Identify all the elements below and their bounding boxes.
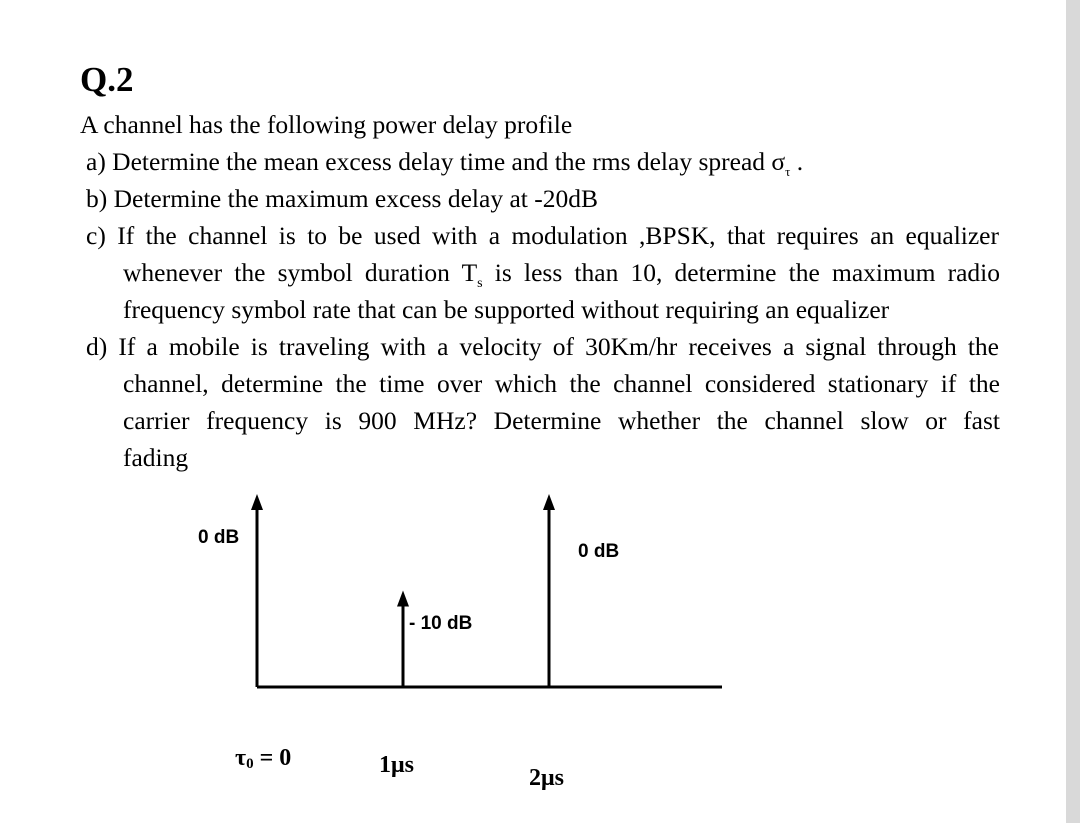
tick-label-1: 1μs [379,752,414,778]
part-c-subscript: s [477,276,483,292]
part-a-text: a) Determine the mean excess delay time and the rms delay spread σ [86,147,786,176]
value-label-2: 0 dB [578,541,620,562]
part-d-line1: d) If a mobile is traveling with a velocity of 30Km/hr receives a signal through the [86,332,999,361]
bar-group [251,494,555,687]
part-a-end: . [790,147,804,176]
part-b: b) Determine the maximum excess delay at -20dB [86,184,598,213]
scrollbar-track[interactable] [1066,0,1080,823]
label-group [198,527,619,791]
part-a-subscript: τ [785,164,791,180]
value-label-1: - 10 dB [409,613,473,634]
part-c-line3: frequency symbol rate that can be supported without requiring an equalizer [123,295,890,324]
part-c-line2-pre: whenever the symbol duration T [123,258,478,287]
tick-label-2: 2μs [529,765,564,791]
part-d-line3: carrier frequency is 900 MHz? Determine whether the channel slow or fast [123,406,1000,435]
question-number: Q.2 [80,60,134,99]
part-d-line2: channel, determine the time over which the channel considered stationary if the [123,369,1000,398]
part-c-line2-post: is less than 10, determine the maximum radio [482,258,1000,287]
part-d-line4: fading [123,443,189,472]
impulse-arrowhead-1 [397,591,409,607]
tick-label-0: τ0 = 0 [235,745,292,772]
impulse-arrowhead-2 [543,494,555,510]
value-label-0: 0 dB [198,527,240,548]
question-intro: A channel has the following power delay profile [80,110,573,139]
impulse-arrowhead-0 [251,494,263,510]
part-c-line1: c) If the channel is to be used with a modulation ,BPSK, that requires an equalizer [86,221,999,250]
